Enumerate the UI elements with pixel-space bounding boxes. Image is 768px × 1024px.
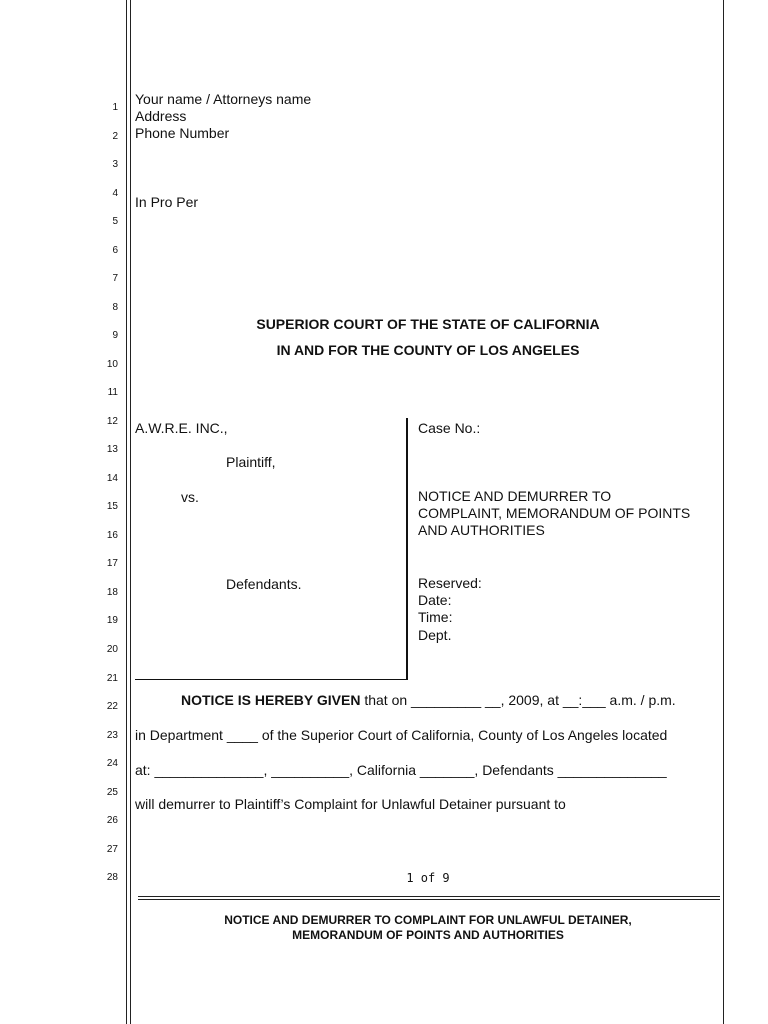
footer-title-line-1: NOTICE AND DEMURRER TO COMPLAINT FOR UNLAWFUL DETAINER,	[224, 913, 632, 927]
line-number: 8	[112, 302, 118, 313]
line-number: 24	[106, 758, 118, 769]
pro-per-label: In Pro Per	[135, 194, 199, 210]
line-number: 14	[106, 473, 118, 484]
line-number: 20	[106, 644, 118, 655]
line-number: 13	[106, 444, 118, 455]
body-line-25: will demurrer to Plaintiff’s Complaint for Unlawful Detainer pursuant to	[135, 796, 566, 812]
plaintiff-label: Plaintiff,	[226, 454, 276, 470]
line-number: 1	[112, 102, 118, 113]
line-number: 18	[106, 587, 118, 598]
page-number: 1 of 9	[406, 871, 450, 885]
line-number: 12	[106, 416, 118, 427]
line-number: 5	[112, 216, 118, 227]
footer-title-line-2: MEMORANDUM OF POINTS AND AUTHORITIES	[292, 928, 564, 942]
attorney-phone: Phone Number	[135, 125, 230, 141]
line-number: 16	[106, 530, 118, 541]
line-number: 9	[112, 330, 118, 341]
body-line-23: in Department ____ of the Superior Court of California, County of Los Angeles located	[135, 727, 668, 743]
left-margin-rule-outer	[126, 0, 127, 1024]
attorney-address: Address	[135, 108, 187, 124]
document-title-line-1: NOTICE AND DEMURRER TO	[418, 488, 612, 504]
line-number: 11	[107, 387, 118, 398]
caption-bottom-rule	[135, 679, 408, 680]
line-number: 26	[106, 815, 118, 826]
line-number: 7	[112, 273, 118, 284]
footer-title	[136, 913, 720, 943]
left-margin-rule-inner	[130, 0, 131, 1024]
case-number-label: Case No.:	[418, 420, 481, 436]
footer-rule-top	[138, 896, 720, 897]
document-title-line-3: AND AUTHORITIES	[418, 522, 545, 538]
line-number: 6	[112, 245, 118, 256]
hearing-time-label: Time:	[418, 609, 453, 625]
hearing-date-label: Date:	[418, 592, 452, 608]
line-number: 23	[106, 730, 118, 741]
right-margin-rule	[723, 0, 724, 1024]
line-number: 17	[106, 558, 118, 569]
line-number: 15	[106, 501, 118, 512]
line-number: 19	[106, 615, 118, 626]
notice-text: that on _________ __, 2009, at __:___ a.m. / p.m.	[360, 692, 676, 708]
body-line-24: at: ______________, __________, California _______, Defendants ______________	[135, 762, 667, 778]
notice-heading: NOTICE IS HEREBY GIVEN	[181, 692, 361, 708]
line-number: 3	[112, 159, 118, 170]
plaintiff-name: A.W.R.E. INC.,	[135, 420, 228, 436]
defendants-label: Defendants.	[226, 576, 302, 592]
attorney-name: Your name / Attorneys name	[135, 91, 312, 107]
versus-label: vs.	[181, 489, 199, 505]
line-number: 4	[112, 188, 118, 199]
notice-line	[181, 692, 676, 709]
line-number: 10	[106, 359, 118, 370]
line-number: 21	[106, 673, 118, 684]
court-name: SUPERIOR COURT OF THE STATE OF CALIFORNIA	[256, 316, 600, 332]
line-number: 28	[106, 872, 118, 883]
line-number: 2	[112, 131, 118, 142]
document-title-line-2: COMPLAINT, MEMORANDUM OF POINTS	[418, 505, 691, 521]
footer-rule-bottom	[138, 899, 720, 900]
caption-divider	[406, 418, 408, 680]
line-number: 27	[106, 844, 118, 855]
line-number: 22	[106, 701, 118, 712]
line-number: 25	[106, 787, 118, 798]
reserved-label: Reserved:	[418, 575, 482, 591]
hearing-dept-label: Dept.	[418, 627, 452, 643]
court-county: IN AND FOR THE COUNTY OF LOS ANGELES	[276, 342, 580, 358]
